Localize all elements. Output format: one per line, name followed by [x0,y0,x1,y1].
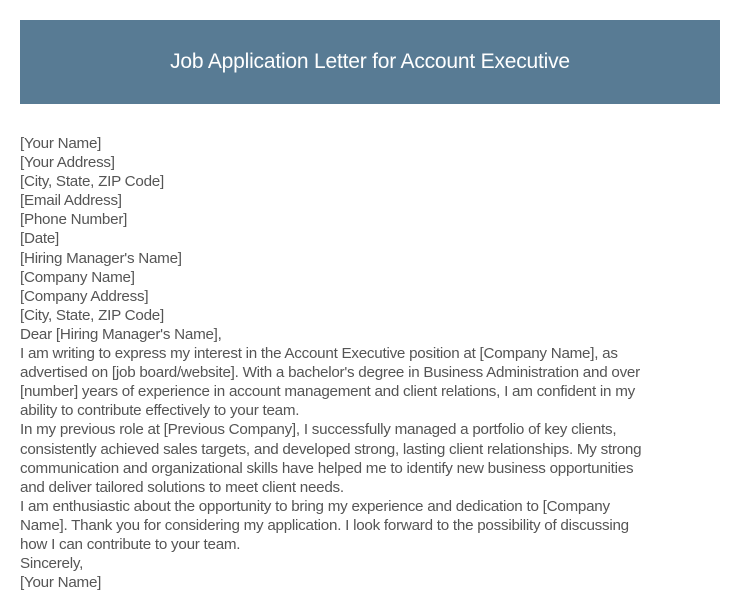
signature: [Your Name] [20,574,102,592]
recipient-name: [Hiring Manager's Name] [20,249,182,267]
sender-block [20,134,725,249]
paragraph-line: how I can contribute to your team. [20,535,241,553]
recipient-company: [Company Name] [20,268,135,286]
paragraph-3 [20,497,725,554]
closing: Sincerely, [20,555,84,573]
recipient-block [20,249,725,325]
paragraph-1 [20,344,725,420]
salutation: Dear [Hiring Manager's Name], [20,325,222,343]
letter-body [20,134,725,592]
page-title: Job Application Letter for Account Executive [170,50,570,73]
letter-header [20,20,720,104]
paragraph-line: I am enthusiastic about the opportunity to bring my experience and dedication to [Company [20,497,610,515]
paragraph-line: [number] years of experience in account management and client relations, I am confident in my [20,383,635,401]
paragraph-line: In my previous role at [Previous Company], I successfully managed a portfolio of key clients, [20,421,617,439]
sender-address: [Your Address] [20,154,115,172]
paragraph-line: I am writing to express my interest in the Account Executive position at [Company Name], as [20,345,618,363]
paragraph-line: Name]. Thank you for considering my application. I look forward to the possibility of discussing [20,516,629,534]
paragraph-line: consistently achieved sales targets, and developed strong, lasting client relationships. My strong [20,440,642,458]
paragraph-line: and deliver tailored solutions to meet client needs. [20,478,344,496]
paragraph-line: communication and organizational skills have helped me to identify new business opportunities [20,459,634,477]
recipient-address: [Company Address] [20,287,149,305]
sender-name: [Your Name] [20,135,102,152]
sender-phone: [Phone Number] [20,211,128,229]
letter-date: [Date] [20,230,60,248]
paragraph-line: advertised on [job board/website]. With a bachelor's degree in Business Administration and over [20,364,640,382]
sender-city: [City, State, ZIP Code] [20,173,164,191]
sender-email: [Email Address] [20,192,122,210]
paragraph-line: ability to contribute effectively to your team. [20,402,300,420]
recipient-city: [City, State, ZIP Code] [20,306,164,324]
paragraph-2 [20,420,725,496]
